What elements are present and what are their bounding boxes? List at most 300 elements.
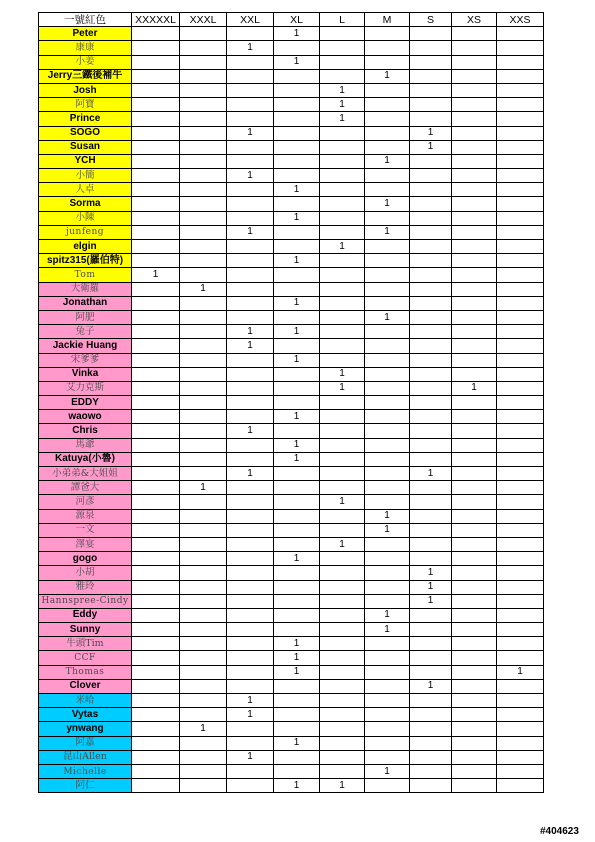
size-cell-xl xyxy=(274,608,320,622)
size-cell-xs xyxy=(452,410,497,424)
size-cell-xxl xyxy=(227,296,274,310)
table-row xyxy=(39,566,544,580)
size-cell-xxxl xyxy=(180,509,227,523)
size-cell-xxxxxl xyxy=(132,41,180,55)
size-cell-xxs xyxy=(497,55,544,69)
size-cell-s xyxy=(410,225,452,239)
size-cell-xs xyxy=(452,112,497,126)
size-cell-xxxl xyxy=(180,779,227,793)
size-cell-xxxxxl xyxy=(132,623,180,637)
size-cell-s xyxy=(410,41,452,55)
size-cell-xxxl xyxy=(180,27,227,41)
size-cell-xxxxxl xyxy=(132,225,180,239)
row-name-cell: Hannspree-Cindy xyxy=(39,594,132,608)
size-cell-xxl xyxy=(227,396,274,410)
size-cell-s: 1 xyxy=(410,566,452,580)
size-cell-xxl xyxy=(227,154,274,168)
size-cell-xs xyxy=(452,325,497,339)
size-cell-xs xyxy=(452,537,497,551)
size-cell-xxxxxl xyxy=(132,779,180,793)
size-cell-xl xyxy=(274,69,320,83)
header-size-xl: XL xyxy=(274,13,320,27)
size-cell-xxxl xyxy=(180,55,227,69)
size-cell-m xyxy=(365,651,410,665)
size-cell-xs xyxy=(452,779,497,793)
size-cell-l xyxy=(320,154,365,168)
row-name-cell: Chris xyxy=(39,424,132,438)
size-cell-l xyxy=(320,438,365,452)
header-size-m: M xyxy=(365,13,410,27)
table-row xyxy=(39,240,544,254)
size-cell-s xyxy=(410,211,452,225)
size-cell-xl xyxy=(274,523,320,537)
size-cell-xl xyxy=(274,126,320,140)
size-cell-xxxxxl xyxy=(132,495,180,509)
size-cell-xl xyxy=(274,679,320,693)
size-cell-xl xyxy=(274,197,320,211)
table-row xyxy=(39,736,544,750)
size-cell-xxxl xyxy=(180,537,227,551)
size-cell-m xyxy=(365,665,410,679)
size-cell-xxs xyxy=(497,495,544,509)
size-cell-xxs: 1 xyxy=(497,665,544,679)
size-cell-m xyxy=(365,325,410,339)
size-cell-m xyxy=(365,481,410,495)
table-row xyxy=(39,225,544,239)
row-name-cell: 馬爺 xyxy=(39,438,132,452)
size-cell-xs xyxy=(452,254,497,268)
size-cell-xxxxxl xyxy=(132,240,180,254)
size-cell-xxl xyxy=(227,367,274,381)
size-cell-xl: 1 xyxy=(274,736,320,750)
size-cell-xxxl xyxy=(180,367,227,381)
table-row xyxy=(39,381,544,395)
size-cell-xs xyxy=(452,183,497,197)
row-name-cell: 河彥 xyxy=(39,495,132,509)
size-cell-xxxl xyxy=(180,325,227,339)
size-cell-s xyxy=(410,764,452,778)
size-cell-s xyxy=(410,83,452,97)
size-cell-xs xyxy=(452,764,497,778)
size-cell-m xyxy=(365,779,410,793)
size-cell-m: 1 xyxy=(365,608,410,622)
size-cell-s xyxy=(410,665,452,679)
size-cell-s xyxy=(410,552,452,566)
size-cell-xs xyxy=(452,608,497,622)
size-cell-xxxl xyxy=(180,296,227,310)
size-cell-xxl xyxy=(227,580,274,594)
size-cell-xxs xyxy=(497,722,544,736)
size-cell-xxl xyxy=(227,240,274,254)
size-cell-l xyxy=(320,509,365,523)
table-row xyxy=(39,339,544,353)
size-cell-xl xyxy=(274,98,320,112)
size-cell-xxs xyxy=(497,197,544,211)
size-cell-m xyxy=(365,55,410,69)
size-cell-xxs xyxy=(497,154,544,168)
size-cell-l xyxy=(320,736,365,750)
size-cell-l xyxy=(320,396,365,410)
size-cell-xxxl xyxy=(180,495,227,509)
size-cell-xl xyxy=(274,112,320,126)
size-cell-xxs xyxy=(497,452,544,466)
size-cell-xxs xyxy=(497,764,544,778)
size-cell-xs xyxy=(452,282,497,296)
size-cell-l xyxy=(320,580,365,594)
size-cell-l xyxy=(320,424,365,438)
table-body xyxy=(39,27,544,793)
size-cell-xxxl xyxy=(180,594,227,608)
size-cell-m xyxy=(365,169,410,183)
size-cell-l xyxy=(320,410,365,424)
row-name-cell: 雅玲 xyxy=(39,580,132,594)
size-cell-xxs xyxy=(497,566,544,580)
size-cell-s xyxy=(410,396,452,410)
size-cell-xxxl xyxy=(180,694,227,708)
row-name-cell: Michelle xyxy=(39,764,132,778)
table-row xyxy=(39,396,544,410)
size-cell-s: 1 xyxy=(410,126,452,140)
size-cell-m xyxy=(365,268,410,282)
size-cell-xxs xyxy=(497,98,544,112)
size-cell-xxxl xyxy=(180,240,227,254)
size-cell-s xyxy=(410,69,452,83)
size-cell-xxxl xyxy=(180,750,227,764)
size-cell-xs xyxy=(452,552,497,566)
size-cell-l xyxy=(320,254,365,268)
size-cell-l xyxy=(320,467,365,481)
size-cell-xl: 1 xyxy=(274,665,320,679)
size-cell-xs xyxy=(452,580,497,594)
size-cell-xs xyxy=(452,69,497,83)
size-cell-m xyxy=(365,594,410,608)
size-cell-xxxxxl xyxy=(132,523,180,537)
size-cell-xxxxxl xyxy=(132,154,180,168)
size-cell-xxxxxl xyxy=(132,509,180,523)
row-name-cell: Peter xyxy=(39,27,132,41)
size-cell-xxs xyxy=(497,594,544,608)
size-cell-l xyxy=(320,69,365,83)
table-row xyxy=(39,750,544,764)
size-cell-xl: 1 xyxy=(274,438,320,452)
size-cell-s xyxy=(410,353,452,367)
size-cell-xxs xyxy=(497,651,544,665)
size-cell-xs xyxy=(452,367,497,381)
table-row xyxy=(39,325,544,339)
size-cell-s xyxy=(410,608,452,622)
size-cell-l: 1 xyxy=(320,83,365,97)
size-cell-xl xyxy=(274,240,320,254)
size-cell-m xyxy=(365,112,410,126)
size-cell-xxxxxl xyxy=(132,750,180,764)
size-cell-m xyxy=(365,467,410,481)
size-cell-xxl xyxy=(227,566,274,580)
header-size-xs: XS xyxy=(452,13,497,27)
size-cell-m: 1 xyxy=(365,523,410,537)
size-cell-xl: 1 xyxy=(274,325,320,339)
size-cell-xxxxxl xyxy=(132,452,180,466)
table-row xyxy=(39,708,544,722)
size-cell-xxl: 1 xyxy=(227,41,274,55)
size-cell-xxs xyxy=(497,679,544,693)
size-cell-xxxxxl xyxy=(132,339,180,353)
size-cell-xs xyxy=(452,83,497,97)
row-name-cell: 小弟弟&大姐姐 xyxy=(39,467,132,481)
size-cell-xxl xyxy=(227,452,274,466)
size-cell-xxl xyxy=(227,509,274,523)
size-cell-l xyxy=(320,27,365,41)
header-size-xxs: XXS xyxy=(497,13,544,27)
size-cell-xl xyxy=(274,367,320,381)
size-cell-l: 1 xyxy=(320,98,365,112)
header-name-column: 一號紅色 xyxy=(39,13,132,27)
size-cell-xxxxxl xyxy=(132,764,180,778)
size-cell-m xyxy=(365,637,410,651)
table-row xyxy=(39,594,544,608)
size-cell-s xyxy=(410,183,452,197)
size-cell-s xyxy=(410,495,452,509)
size-cell-xxl: 1 xyxy=(227,225,274,239)
size-cell-xxs xyxy=(497,608,544,622)
table-row xyxy=(39,140,544,154)
size-cell-xxxl xyxy=(180,140,227,154)
table-row xyxy=(39,27,544,41)
size-cell-xxxl xyxy=(180,268,227,282)
size-cell-xxs xyxy=(497,112,544,126)
size-cell-xxs xyxy=(497,325,544,339)
size-cell-xxl xyxy=(227,779,274,793)
size-cell-s xyxy=(410,367,452,381)
size-cell-xxl xyxy=(227,112,274,126)
table-row xyxy=(39,310,544,324)
size-cell-xxs xyxy=(497,438,544,452)
row-name-cell: 阿仁 xyxy=(39,779,132,793)
row-name-cell: 昆山Allen xyxy=(39,750,132,764)
size-cell-xs xyxy=(452,623,497,637)
size-cell-xxxl xyxy=(180,83,227,97)
size-cell-s xyxy=(410,27,452,41)
table-row xyxy=(39,552,544,566)
size-cell-m xyxy=(365,353,410,367)
size-cell-xxl xyxy=(227,27,274,41)
size-cell-xl xyxy=(274,140,320,154)
size-cell-s xyxy=(410,197,452,211)
size-cell-l xyxy=(320,126,365,140)
size-cell-xl xyxy=(274,594,320,608)
size-cell-l xyxy=(320,651,365,665)
row-name-cell: YCH xyxy=(39,154,132,168)
size-cell-l xyxy=(320,41,365,55)
size-cell-xl xyxy=(274,282,320,296)
row-name-cell: Jackie Huang xyxy=(39,339,132,353)
size-cell-l xyxy=(320,523,365,537)
row-name-cell: 阿嘉 xyxy=(39,736,132,750)
size-cell-m xyxy=(365,722,410,736)
size-cell-xxl: 1 xyxy=(227,750,274,764)
size-cell-l: 1 xyxy=(320,537,365,551)
size-cell-xxl xyxy=(227,481,274,495)
size-cell-xl xyxy=(274,481,320,495)
size-cell-xs xyxy=(452,396,497,410)
size-cell-xxxl xyxy=(180,651,227,665)
size-cell-xxxl xyxy=(180,637,227,651)
size-cell-l xyxy=(320,637,365,651)
table-row xyxy=(39,296,544,310)
row-name-cell: 阿寶 xyxy=(39,98,132,112)
size-cell-xxxl xyxy=(180,126,227,140)
table-row xyxy=(39,154,544,168)
size-cell-xxxl: 1 xyxy=(180,282,227,296)
size-cell-l xyxy=(320,750,365,764)
row-name-cell: junfeng xyxy=(39,225,132,239)
size-cell-xxs xyxy=(497,254,544,268)
size-cell-xl: 1 xyxy=(274,651,320,665)
size-cell-xl xyxy=(274,623,320,637)
size-cell-xxxl xyxy=(180,254,227,268)
size-cell-xxxxxl xyxy=(132,566,180,580)
size-cell-xxxxxl xyxy=(132,140,180,154)
size-cell-xxl xyxy=(227,55,274,69)
size-cell-s xyxy=(410,112,452,126)
table-row xyxy=(39,197,544,211)
row-name-cell: Sorma xyxy=(39,197,132,211)
table-row xyxy=(39,282,544,296)
row-name-cell: 一文 xyxy=(39,523,132,537)
table-row xyxy=(39,509,544,523)
size-cell-xl: 1 xyxy=(274,254,320,268)
size-cell-xxs xyxy=(497,580,544,594)
header-size-xxxl: XXXL xyxy=(180,13,227,27)
size-cell-xxs xyxy=(497,623,544,637)
size-cell-xxs xyxy=(497,750,544,764)
size-cell-xxxl xyxy=(180,608,227,622)
size-cell-xxxl xyxy=(180,438,227,452)
size-cell-xxl xyxy=(227,410,274,424)
size-cell-xxs xyxy=(497,509,544,523)
size-cell-l xyxy=(320,764,365,778)
size-cell-xxxxxl xyxy=(132,254,180,268)
size-cell-m xyxy=(365,537,410,551)
size-cell-xl xyxy=(274,396,320,410)
size-cell-xl xyxy=(274,566,320,580)
size-cell-l xyxy=(320,722,365,736)
size-cell-xxxl xyxy=(180,467,227,481)
size-cell-m xyxy=(365,381,410,395)
size-cell-xxxl xyxy=(180,665,227,679)
size-cell-s xyxy=(410,282,452,296)
size-cell-xxxxxl xyxy=(132,69,180,83)
row-name-cell: 兔子 xyxy=(39,325,132,339)
size-cell-s: 1 xyxy=(410,467,452,481)
table-row xyxy=(39,623,544,637)
size-cell-xl: 1 xyxy=(274,27,320,41)
table-row xyxy=(39,694,544,708)
size-cell-l xyxy=(320,211,365,225)
size-cell-xl: 1 xyxy=(274,353,320,367)
size-cell-xxl: 1 xyxy=(227,339,274,353)
size-cell-xl xyxy=(274,268,320,282)
size-cell-l xyxy=(320,325,365,339)
size-cell-xs xyxy=(452,665,497,679)
size-cell-l xyxy=(320,282,365,296)
row-name-cell: Thomas xyxy=(39,665,132,679)
header-size-xxxxxl: XXXXXL xyxy=(132,13,180,27)
table-row xyxy=(39,580,544,594)
size-cell-m: 1 xyxy=(365,764,410,778)
size-cell-xs xyxy=(452,679,497,693)
size-cell-l xyxy=(320,552,365,566)
size-cell-xxs xyxy=(497,410,544,424)
size-cell-m xyxy=(365,566,410,580)
size-cell-xl xyxy=(274,169,320,183)
row-name-cell: 小胡 xyxy=(39,566,132,580)
size-cell-m xyxy=(365,126,410,140)
size-cell-l xyxy=(320,608,365,622)
size-cell-s xyxy=(410,736,452,750)
size-cell-xxxl xyxy=(180,623,227,637)
size-cell-xxxl xyxy=(180,424,227,438)
row-name-cell: CCF xyxy=(39,651,132,665)
size-cell-xxl xyxy=(227,764,274,778)
size-cell-xxxxxl xyxy=(132,126,180,140)
size-cell-xs xyxy=(452,438,497,452)
size-cell-xxl xyxy=(227,722,274,736)
size-cell-xxl xyxy=(227,438,274,452)
size-cell-xxxxxl xyxy=(132,438,180,452)
size-cell-xl xyxy=(274,580,320,594)
size-cell-xxl: 1 xyxy=(227,126,274,140)
size-cell-m xyxy=(365,140,410,154)
row-name-cell: EDDY xyxy=(39,396,132,410)
size-cell-xxs xyxy=(497,27,544,41)
size-cell-m xyxy=(365,296,410,310)
table-row xyxy=(39,665,544,679)
size-cell-m xyxy=(365,552,410,566)
size-cell-xxl xyxy=(227,183,274,197)
row-name-cell: 源泉 xyxy=(39,509,132,523)
size-cell-xs xyxy=(452,211,497,225)
size-cell-xl xyxy=(274,708,320,722)
size-cell-s xyxy=(410,169,452,183)
table-row xyxy=(39,438,544,452)
size-cell-m xyxy=(365,736,410,750)
size-cell-xxs xyxy=(497,169,544,183)
size-cell-xs xyxy=(452,339,497,353)
row-name-cell: waowo xyxy=(39,410,132,424)
size-cell-xxs xyxy=(497,736,544,750)
row-name-cell: elgin xyxy=(39,240,132,254)
size-cell-xxl xyxy=(227,69,274,83)
row-name-cell: 小姜 xyxy=(39,55,132,69)
size-cell-xl: 1 xyxy=(274,183,320,197)
size-cell-m xyxy=(365,410,410,424)
size-cell-xxs xyxy=(497,83,544,97)
size-cell-xxxxxl xyxy=(132,594,180,608)
size-cell-s xyxy=(410,779,452,793)
size-cell-xxl xyxy=(227,140,274,154)
size-cell-m xyxy=(365,211,410,225)
size-cell-xxs xyxy=(497,282,544,296)
size-cell-xxxxxl xyxy=(132,679,180,693)
size-cell-xxxl xyxy=(180,154,227,168)
size-cell-l xyxy=(320,339,365,353)
size-cell-s xyxy=(410,254,452,268)
size-cell-xxs xyxy=(497,126,544,140)
row-name-cell: 宋爹爹 xyxy=(39,353,132,367)
size-cell-m: 1 xyxy=(365,69,410,83)
size-cell-m xyxy=(365,396,410,410)
size-cell-xxs xyxy=(497,637,544,651)
